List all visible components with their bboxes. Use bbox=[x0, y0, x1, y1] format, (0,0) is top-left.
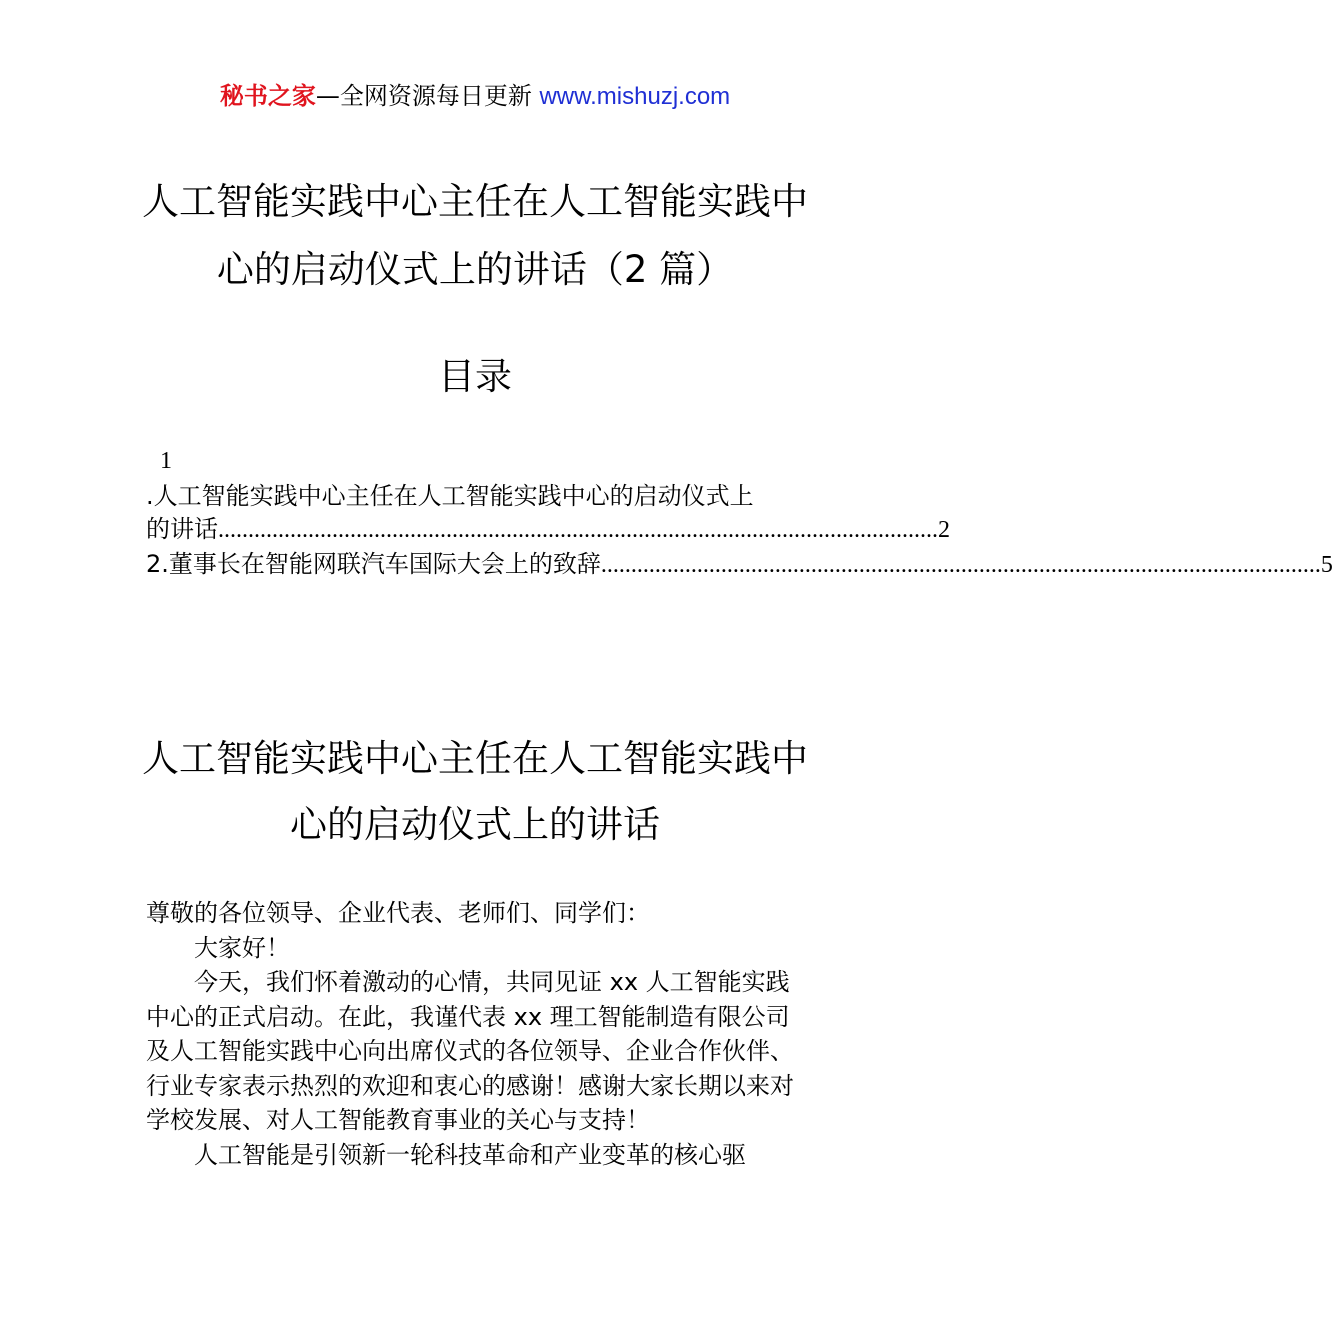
section-title-line-1: 人工智能实践中心主任在人工智能实践中 bbox=[142, 737, 808, 780]
toc-item-2-row[interactable] bbox=[146, 548, 1333, 582]
paragraph-2: 人工智能是引领新一轮科技革命和产业变革的核心驱 bbox=[194, 1140, 746, 1169]
site-url-link[interactable]: www.mishuzj.com bbox=[539, 83, 731, 110]
document-title-line-1: 人工智能实践中心主任在人工智能实践中 bbox=[142, 180, 808, 223]
toc-item-2-page: 5 bbox=[1320, 552, 1333, 578]
brand-name: 秘书之家 bbox=[219, 82, 316, 110]
toc-item-1-title[interactable]: .人工智能实践中心主任在人工智能实践中心的启动仪式上 bbox=[146, 482, 754, 510]
section-title-line-2: 心的启动仪式上的讲话 bbox=[290, 803, 660, 846]
toc-item-1-title-cont: 的讲话 bbox=[146, 515, 218, 543]
speech-body bbox=[146, 896, 806, 1172]
toc-leader-dots: ........................................................................................................................ bbox=[218, 517, 938, 543]
paragraph-1: 今天，我们怀着激动的心情，共同见证 xx 人工智能实践中心的正式启动。在此，我谨代表 xx 理工智能制造有限公司及人工智能实践中心向出席仪式的各位领导、企业合作伙伴、行业专家表示热烈的欢迎和衷心的感谢！感谢大家长期以来对学校发展、对人工智能教育事业的关心与支持！ bbox=[146, 968, 794, 1134]
header-tagline: —全网资源每日更新 bbox=[315, 82, 540, 110]
greeting: 大家好！ bbox=[194, 933, 290, 962]
salutation: 尊敬的各位领导、企业代表、老师们、同学们： bbox=[146, 899, 650, 927]
toc-item-2-title: 2.董事长在智能网联汽车国际大会上的致辞 bbox=[146, 550, 601, 578]
document-title-line-2: 心的启动仪式上的讲话（2 篇） bbox=[216, 248, 734, 291]
toc-heading: 目录 bbox=[438, 355, 512, 398]
toc-item-1-page: 2 bbox=[938, 517, 950, 543]
toc-leader-dots: ........................................................................................................................ bbox=[600, 552, 1321, 578]
toc-item-1-number: 1 bbox=[160, 448, 172, 474]
toc-item-1-row[interactable] bbox=[146, 513, 950, 547]
site-header bbox=[0, 80, 950, 113]
